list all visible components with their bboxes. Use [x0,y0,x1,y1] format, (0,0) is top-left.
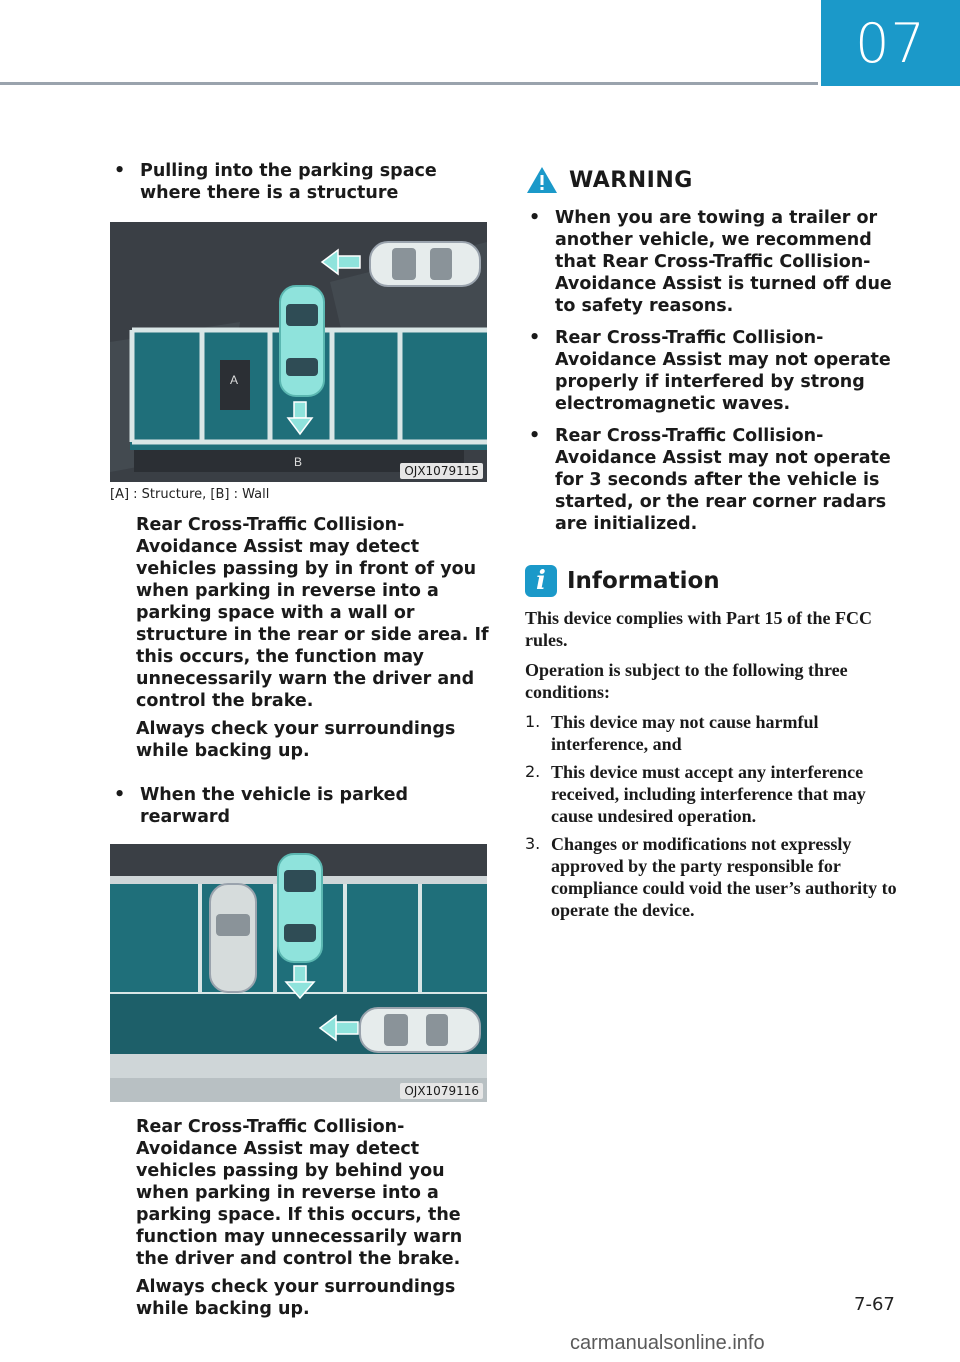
page-number: 7-67 [854,1294,895,1315]
warning-title: WARNING [569,167,693,193]
item-text: This device must accept any interference received, including interference that may cause undesired operation. [551,762,866,826]
item-number: 2. [525,762,541,781]
figure-id: OJX1079116 [400,1083,483,1099]
bullet-dot: • [529,328,541,348]
bullet-dot: • [114,161,126,181]
information-icon: i [525,565,557,597]
warning-heading [525,165,905,195]
parked-rearward-illustration [110,844,487,1102]
warning-item [525,207,905,317]
paragraph: Rear Cross-Traffic Collision-Avoidance Assist may detect vehicles passing by behind you when parking in reverse into a parking space. If this occurs, the function may unnecessarily warn the driver and control the brake. [136,1117,463,1269]
chapter-tab [821,0,960,86]
figure-parked-rearward [110,844,487,1102]
warning-item-text: When you are towing a trailer or another vehicle, we recommend that Rear Cross-Traffic Collision-Avoidance Assist is turned off due to safety reasons. [555,208,892,316]
warning-item-text: Rear Cross-Traffic Collision-Avoidance Assist may not operate properly if interfered by strong electromagnetic waves. [555,328,891,414]
item-text: This device may not cause harmful interference, and [551,712,819,754]
bullet-parked-rearward [110,784,490,828]
bullet-dot: • [529,208,541,228]
item-number: 1. [525,712,541,731]
warning-item-text: Rear Cross-Traffic Collision-Avoidance Assist may not operate for 3 seconds after the vehicle is started, or the rear corner radars are initialized. [555,426,891,534]
warning-item [525,327,905,415]
bullet-dot: • [114,785,126,805]
information-paragraph: This device complies with Part 15 of the FCC rules. [525,608,872,650]
right-column [525,165,905,927]
information-item [525,711,905,755]
passing-car [360,1008,480,1052]
figure-structure [110,222,487,482]
warning-triangle-icon [525,165,559,195]
header-rule [0,82,818,85]
reversing-car [280,286,324,396]
label-a: A [230,373,239,387]
paragraph: Always check your surroundings while backing up. [136,719,456,761]
bullet-structure [110,160,490,204]
bullet-dot: • [529,426,541,446]
information-item [525,761,905,827]
information-heading [525,565,905,597]
warning-item [525,425,905,535]
passing-car [370,242,480,286]
information-paragraph: Operation is subject to the following three conditions: [525,660,848,702]
item-text: Changes or modifications not expressly approved by the party responsible for compliance could void the user’s authority to operate the device. [551,834,897,920]
figure-caption: [A] : Structure, [B] : Wall [110,487,270,502]
chapter-number: 07 [855,11,926,75]
information-title: Information [567,568,720,594]
item-number: 3. [525,834,541,853]
bullet-text: Pulling into the parking space where there is a structure [140,161,437,203]
parked-car [210,884,256,992]
figure-id: OJX1079115 [400,463,483,479]
watermark: carmanualsonline.info [570,1332,765,1354]
left-column [110,160,490,1326]
information-item [525,833,905,921]
parking-structure-illustration [110,222,487,482]
bullet-text: When the vehicle is parked rearward [140,785,409,827]
reversing-car [278,854,322,962]
paragraph: Rear Cross-Traffic Collision-Avoidance Assist may detect vehicles passing by in front of you when parking in reverse into a parking space with a wall or structure in the rear or side area. If this occurs, the function may unnecessarily warn the driver and control the brake. [136,515,489,711]
paragraph: Always check your surroundings while backing up. [136,1277,456,1319]
label-b: B [294,455,303,469]
